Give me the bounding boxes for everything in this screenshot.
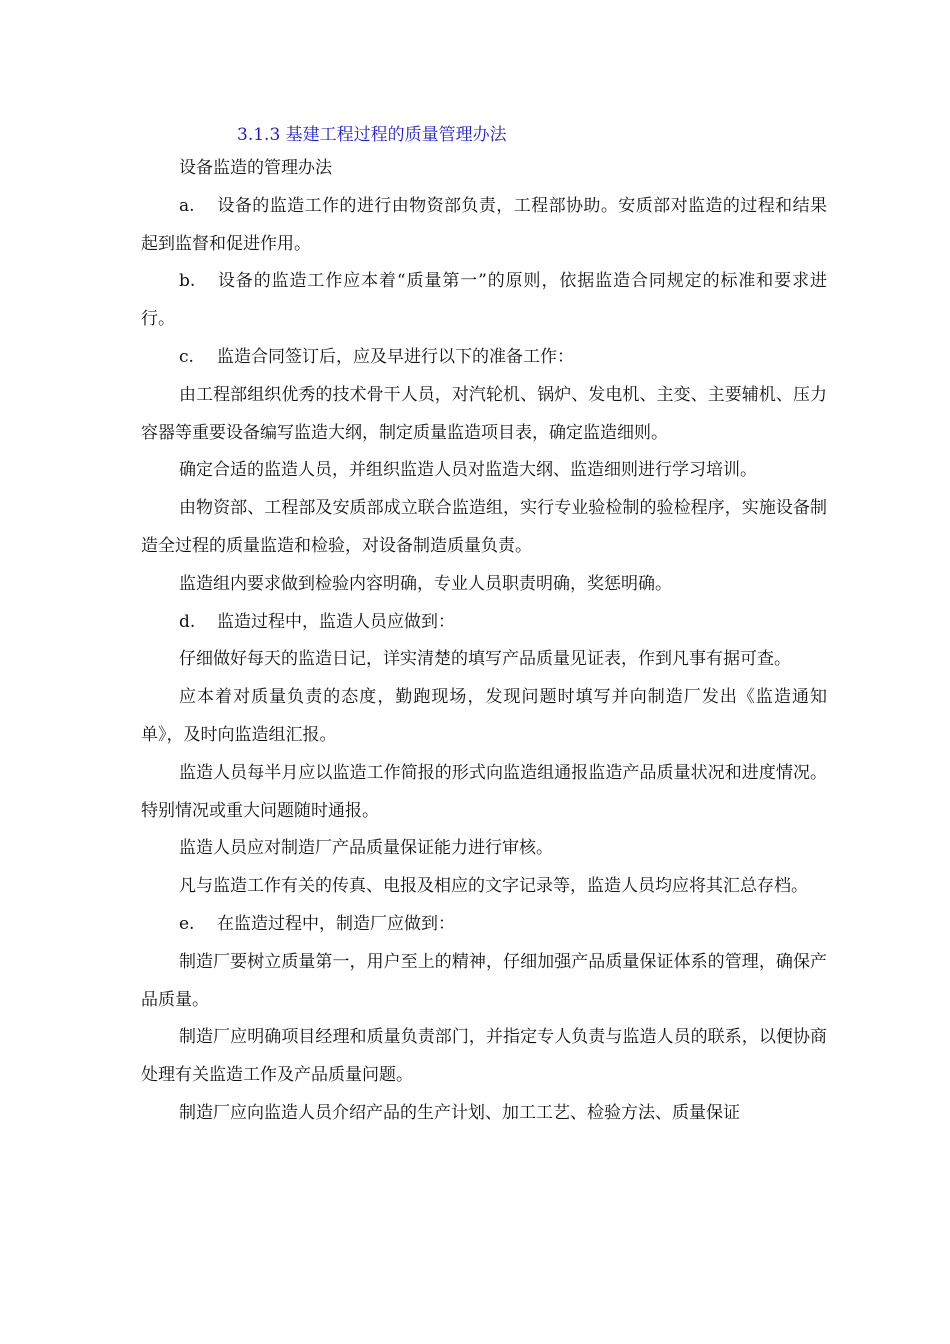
item-label: d.	[179, 611, 196, 632]
paragraph-text: 在监造过程中，制造厂应做到：	[217, 913, 455, 934]
paragraph-text: 设备的监造工作的进行由物资部负责，工程部协助。安质部对监造的过程和结果起到监督和促进作用。	[141, 195, 827, 254]
paragraph: 应本着对质量负责的态度，勤跑现场，发现问题时填写并向制造厂发出《监造通知单》，及时向监造组汇报。	[141, 687, 827, 745]
document-body	[141, 150, 827, 1133]
paragraph-c	[141, 339, 827, 377]
paragraph: 制造厂应向监造人员介绍产品的生产计划、加工工艺、检验方法、质量保证	[179, 1102, 740, 1123]
section-title: 设备监造的管理办法	[179, 158, 332, 178]
paragraph: 由工程部组织优秀的技术骨干人员，对汽轮机、锅炉、发电机、主变、主要辅机、压力容器等重要设备编写监造大纲，制定质量监造项目表，确定监造细则。	[141, 384, 827, 443]
paragraph: 监造人员每半月应以监造工作简报的形式向监造组通报监造产品质量状况和进度情况。特别情况或重大问题随时通报。	[141, 762, 827, 821]
item-label: a.	[179, 195, 195, 216]
paragraph: 凡与监造工作有关的传真、电报及相应的文字记录等，监造人员均应将其汇总存档。	[179, 876, 808, 897]
paragraph-text: 监造合同签订后，应及早进行以下的准备工作：	[217, 346, 574, 367]
item-label: e.	[179, 913, 195, 934]
paragraph-text: 设备的监造工作应本着“质量第一”的原则，依据监造合同规定的标准和要求进行。	[141, 271, 827, 330]
paragraph: 监造人员应对制造厂产品质量保证能力进行审核。	[179, 838, 553, 859]
paragraph-d	[141, 604, 827, 642]
paragraph-a	[141, 188, 827, 264]
paragraph: 制造厂应明确项目经理和质量负责部门，并指定专人负责与监造人员的联系，以便协商处理有关监造工作及产品质量问题。	[141, 1027, 827, 1086]
paragraph: 监造组内要求做到检验内容明确，专业人员职责明确，奖惩明确。	[179, 573, 672, 594]
item-label: c.	[179, 346, 194, 367]
paragraph-text: 监造过程中，监造人员应做到：	[217, 611, 455, 632]
paragraph: 制造厂要树立质量第一，用户至上的精神，仔细加强产品质量保证体系的管理，确保产品质量。	[141, 951, 827, 1010]
paragraph-e	[141, 906, 827, 944]
paragraph: 确定合适的监造人员，并组织监造人员对监造大纲、监造细则进行学习培训。	[179, 460, 757, 481]
paragraph-b	[141, 263, 827, 339]
paragraph: 仔细做好每天的监造日记，详实清楚的填写产品质量见证表，作到凡事有据可查。	[179, 649, 791, 670]
item-label: b.	[179, 271, 196, 292]
section-heading: 3.1.3 基建工程过程的质量管理办法	[237, 125, 507, 145]
paragraph: 由物资部、工程部及安质部成立联合监造组，实行专业验检制的验检程序，实施设备制造全过程的质量监造和检验，对设备制造质量负责。	[141, 498, 827, 556]
